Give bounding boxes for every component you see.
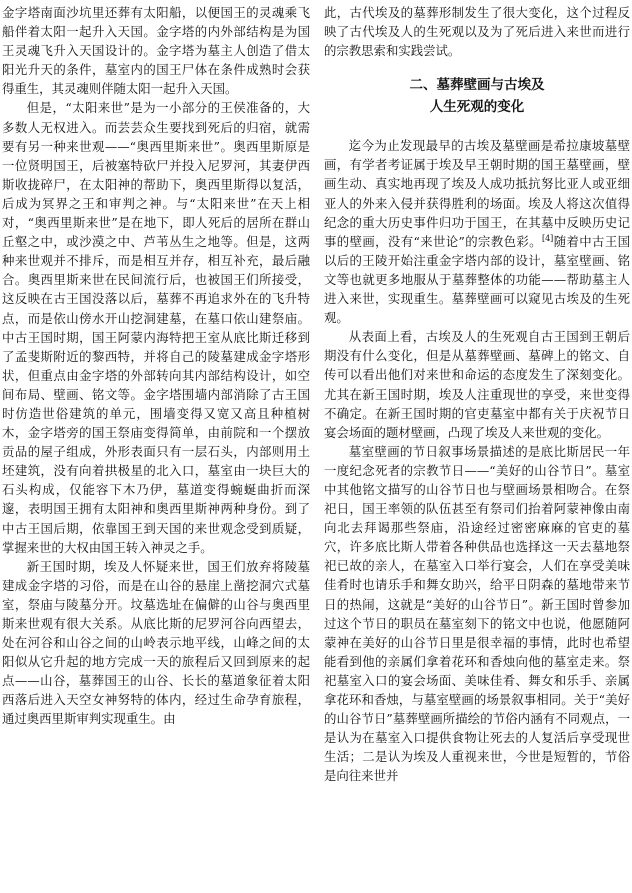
section-heading-line: 二、墓葬壁画与古埃及 bbox=[409, 77, 545, 94]
paragraph: 墓室壁画的节日叙事场景描述的是底比斯居民一年一度纪念死者的宗教节日——“美好的山谷节日”。墓室中其他铭文描写的山谷节日也与壁画场景相吻合。在祭祀日，国王率领的队伍甚至有祭司们抬着阿蒙神像由南向北去拜谒那些祭庙，沿途经过密密麻麻的官吏的墓穴，许多底比斯人带着各种供品也选择这一天去墓地祭祀已故的亲人，在墓室入口举行宴会，人们在享受美味佳肴时也请乐手和舞女助兴，给平日阴森的墓地带来节日的热闹，这就是“美好的山谷节日”。新王国时曾参加过这个节日的职员在墓室刻下的铭文中也说，他愿随阿蒙神在美好的山谷节日里是很幸福的事情，此时也希望能看到他的亲属们拿着花环和香烛向他的墓室走来。祭祀墓室入口的宴会场面、美味佳肴、舞女和乐手、亲属拿花环和香烛，与墓室壁画的场景叙事相同。关于“美好的山谷节日”墓葬壁画所描绘的节俗内涵有不同观点，一是认为在墓室入口提供食物让死去的人复活后享受现世生活；二是认为埃及人重视来世，今世是短暂的，节俗是向往来世并 bbox=[324, 443, 630, 784]
paragraph: 此，古代埃及的墓葬形制发生了很大变化，这个过程反映了古代埃及人的生死观以及为了死后进入来世而进行的宗教思索和实践尝试。 bbox=[324, 5, 630, 59]
paragraph bbox=[324, 136, 630, 327]
right-column bbox=[324, 3, 630, 785]
footnote-reference[interactable]: [4] bbox=[541, 233, 554, 243]
left-column bbox=[2, 3, 310, 729]
paragraph-text: 迄今为止发现最早的古埃及墓壁画是希拉康坡墓壁画，有学者考证属于埃及早王朝时期的国王墓壁画，壁画生动、真实地再现了埃及人成功抵抗努比亚人或亚细亚人的外来入侵并获得胜利的场面。埃及人将这次值得纪念的重大历史事件归功于国王，在其墓中反映历史记事的壁画，没有“来世论”的宗教色彩。 bbox=[324, 138, 630, 249]
section-heading-line: 人生死观的变化 bbox=[429, 99, 525, 116]
paragraph: 但是，“太阳来世”是为一小部分的王侯准备的，大多数人无权进入。而芸芸众生要找到死后的归宿，就需要有另一种来世观——“奥西里斯来世”。奥西里斯原是一位贤明国王，后被塞特砍尸并投入尼罗河，其妻伊西斯收拢碎尸，在太阳神的帮助下，奥西里斯得以复活，后成为冥界之王和审判之神。与“太阳来世”在天上相对，“奥西里斯来世”是在地下，即人死后的居所在群山丘壑之中，或沙漠之中、芦苇丛生之地等。但是，这两种来世观并不排斥，而是相互并存，相互补充，最后融合。奥西里斯来世在民间流行后，也被国王们所接受，这反映在古王国没落以后，墓葬不再追求外在的飞升特点，而是依山傍水开山挖洞建墓，在墓口依山建祭庙。中古王国时期，国王阿蒙内海特把王室从底比斯迁移到了孟斐斯附近的黎西特，并将自己的陵墓建成金字塔形状，但重点由金字塔的外部转向其内部结构设计，如空间布局、壁画、铭文等。金字塔围墙内部消除了古王国时仿造世俗建筑的单元，围墙变得又宽又高且种植树木，金字塔旁的国王祭庙变得简单，由前院和一个摆放贡品的屋子组成，外形表面只有一层石头，内部则用土坯建筑，没有向着拱极星的北入口，墓室由一块巨大的石头构成，仅能容下木乃伊，墓道变得蜿蜒曲折而深邃，表明国王拥有太阳神和奥西里斯神两种身份。到了中古王国后期，依靠国王到天国的来世观念受到质疑，掌握来世的大权由国王转入神灵之手。 bbox=[2, 100, 310, 555]
paragraph: 新王国时期，埃及人怀疑来世，国王们放弃将陵墓建成金字塔的习俗，而是在山谷的悬崖上凿挖洞穴式墓室，祭庙与陵墓分开。坟墓选址在偏僻的山谷与奥西里斯来世观有很大关系。从底比斯的尼罗河谷向西望去，处在河谷和山谷之间的山岭表示地平线，山峰之间的太阳似从它升起的地方完成一天的旅程后又回到原来的起点——山谷，墓葬国王的山谷、长长的墓道象征着太阳西落后进入天空女神努特的体内，经过生命孕育旅程，通过奥西里斯审判实现重生。由 bbox=[2, 558, 310, 727]
paragraph: 金字塔南面沙坑里还葬有太阳船，以便国王的灵魂乘飞船伴着太阳一起升入天国。金字塔的内外部结构是为国王灵魂飞升入天国设计的。金字塔为墓主人创造了借太阳光升天的条件，墓室内的国王尸体在条件成熟时会获得重生，其灵魂则伴随太阳一起升入天国。 bbox=[2, 5, 310, 97]
paragraph: 从表面上看，古埃及人的生死观自古王国到王朝后期没有什么变化，但是从墓葬壁画、墓碑上的铭文、自传可以看出他们对来世和命运的态度发生了深刻变化。尤其在新王国时期，埃及人注重现世的享受，来世变得不确定。在新王国时期的官吏墓室中都有关于庆祝节日宴会场面的题材壁画，凸现了埃及人来世观的变化。 bbox=[324, 329, 630, 440]
paragraph-text: 随着中古王国以后的王陵开始注重金字塔内部的设计，墓室壁画、铭文等也就更多地服从于墓葬整体的功能——帮助墓主人进入来世，实现重生。墓葬壁画可以窥见古埃及的生死观。 bbox=[324, 233, 631, 326]
section-heading bbox=[324, 74, 630, 118]
